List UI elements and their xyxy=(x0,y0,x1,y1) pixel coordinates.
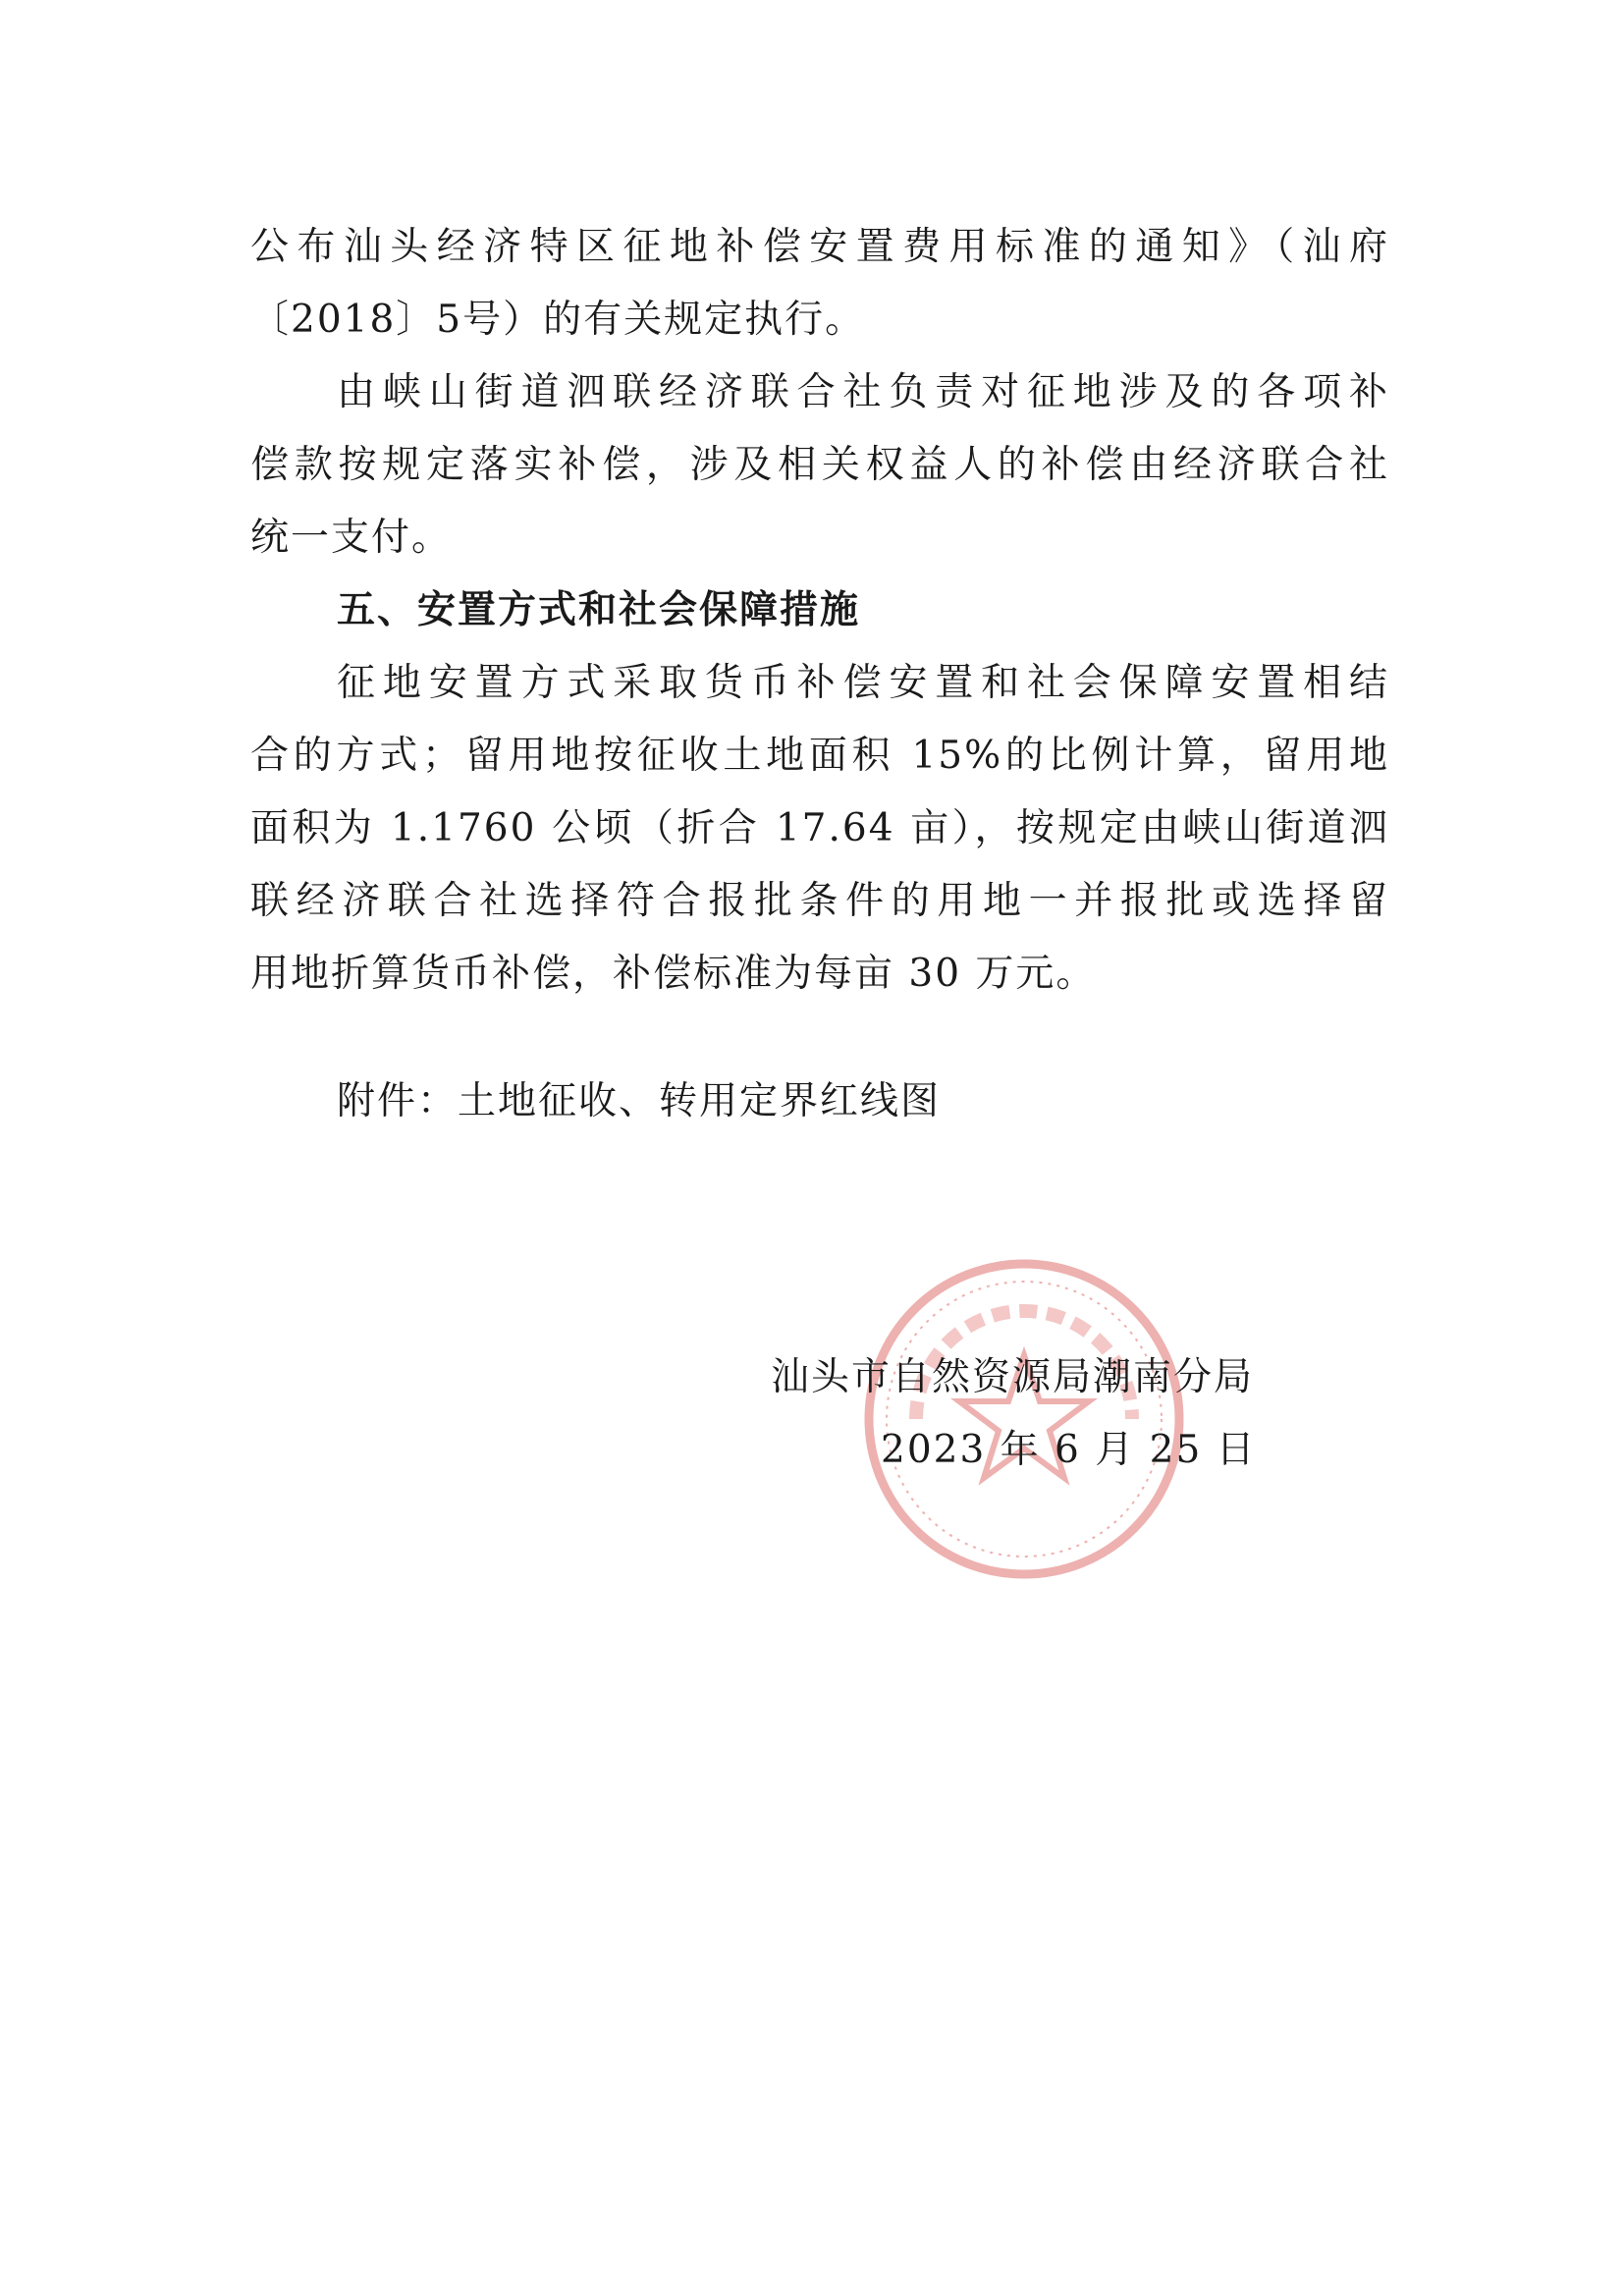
signing-date: 2023 年 6 月 25 日 xyxy=(881,1428,1257,1472)
section-heading: 五、安置方式和社会保障措施 xyxy=(337,588,861,632)
body-line: 由峡山街道泗联经济联合社负责对征地涉及的各项补 xyxy=(337,370,1389,414)
attachment-note: 附件：土地征收、转用定界红线图 xyxy=(337,1079,942,1123)
document-body xyxy=(250,211,1389,1011)
body-line: 用地折算货币补偿，补偿标准为每亩 30 万元。 xyxy=(250,952,1097,996)
body-line: 统一支付。 xyxy=(250,516,453,560)
signature-block xyxy=(771,1341,1321,1487)
body-line: 面积为 1.1760 公顷（折合 17.64 亩），按规定由峡山街道泗 xyxy=(250,806,1389,850)
body-line: 征地安置方式采取货币补偿安置和社会保障安置相结 xyxy=(337,661,1389,705)
body-line: 〔2018〕5号）的有关规定执行。 xyxy=(250,298,866,342)
body-line: 公布汕头经济特区征地补偿安置费用标准的通知》（汕府 xyxy=(250,225,1389,269)
body-line: 联经济联合社选择符合报批条件的用地一并报批或选择留 xyxy=(250,879,1389,923)
body-line: 合的方式；留用地按征收土地面积 15%的比例计算，留用地 xyxy=(250,734,1389,778)
signing-organization: 汕头市自然资源局潮南分局 xyxy=(771,1355,1255,1399)
body-line: 偿款按规定落实补偿，涉及相关权益人的补偿由经济联合社 xyxy=(250,443,1389,487)
